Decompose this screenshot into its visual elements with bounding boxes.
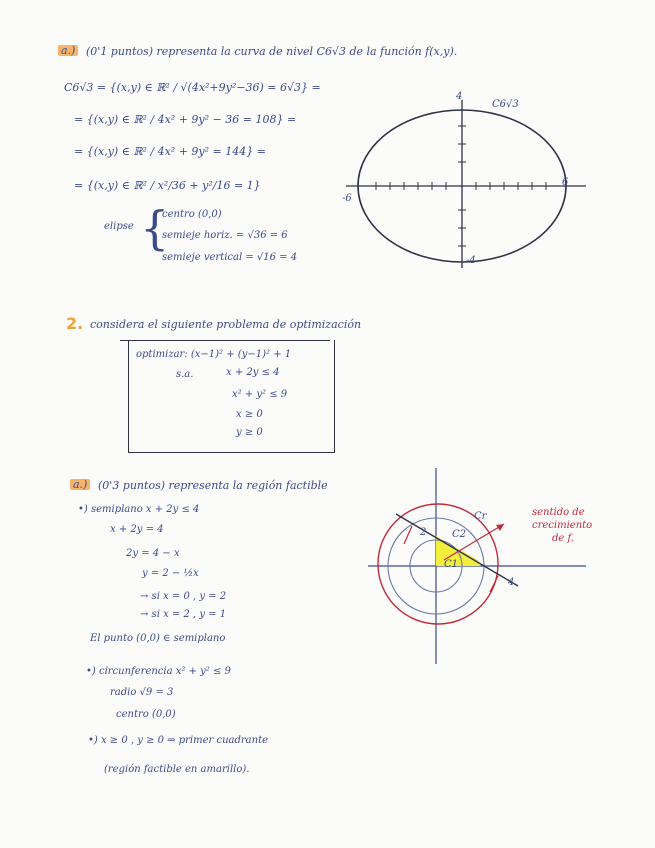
constraint-1: x + 2y ≤ 4: [226, 367, 280, 378]
elipse-word: elipse: [104, 221, 134, 232]
section-1-label: a.): [58, 45, 78, 56]
elipse-brace: {: [140, 201, 170, 255]
curve-label: C6√3: [492, 99, 519, 110]
derivation-line-4: = {(x,y) ∈ ℝ² / x²/36 + y²/16 = 1}: [74, 179, 261, 192]
problem-objective: optimizar: (x−1)² + (y−1)² + 1: [136, 349, 292, 360]
elipse-semi-h: semieje horiz. = √36 = 6: [162, 230, 288, 241]
step-2y: 2y = 4 − x: [126, 548, 180, 559]
section-3-heading: (0'3 puntos) representa la región factible: [98, 479, 328, 492]
step-region-note: (región factible en amarillo).: [104, 764, 250, 775]
section-2-number: 2.: [66, 314, 84, 333]
elipse-semi-v: semieje vertical = √16 = 4: [162, 252, 298, 263]
y-bottom-label: -4: [466, 255, 476, 266]
x-right-label: 6: [562, 177, 569, 188]
step-radius: radio √9 = 3: [110, 687, 174, 698]
step-y: y = 2 − ½x: [142, 568, 199, 579]
ellipse-graph: [336, 92, 596, 272]
step-x2: → si x = 2 , y = 1: [140, 609, 227, 620]
line-hatch-2: [490, 576, 498, 592]
c1-label: C1: [444, 559, 459, 570]
step-center: centro (0,0): [116, 709, 176, 720]
growth-note-3: de f.: [552, 533, 575, 544]
growth-note-2: crecimiento: [532, 520, 593, 531]
derivation-line-2: = {(x,y) ∈ ℝ² / 4x² + 9y² − 36 = 108} =: [74, 113, 297, 126]
section-1-heading: (0'1 puntos) representa la curva de nivel C6√3 de la función f(x,y).: [86, 45, 458, 58]
elipse-center: centro (0,0): [162, 209, 222, 220]
constraint-4: y ≥ 0: [236, 427, 263, 438]
derivation-line-3: = {(x,y) ∈ ℝ² / 4x² + 9y² = 144} =: [74, 145, 266, 158]
step-x0: → si x = 0 , y = 2: [140, 591, 227, 602]
step-circle: •) circunferencia x² + y² ≤ 9: [86, 666, 231, 677]
constraint-2: x² + y² ≤ 9: [232, 389, 288, 400]
derivation-line-1: C6√3 = {(x,y) ∈ ℝ² / √(4x²+9y²−36) = 6√3} =: [64, 81, 321, 94]
x-four-label: 4: [508, 577, 515, 588]
step-origin: El punto (0,0) ∈ semiplano: [90, 633, 226, 644]
problem-st: s.a.: [176, 369, 194, 380]
section-2-heading: considera el siguiente problema de optimización: [90, 318, 362, 331]
y-two-label: 2: [420, 527, 427, 538]
step-line-eq: x + 2y = 4: [110, 524, 164, 535]
cr-label: Cr: [474, 511, 487, 522]
step-quadrant: •) x ≥ 0 , y ≥ 0 ⇒ primer cuadrante: [88, 735, 268, 746]
feasible-region-graph: [368, 464, 598, 670]
c2-label: C2: [452, 529, 467, 540]
section-3-label: a.): [70, 479, 90, 490]
step-semiplano: •) semiplano x + 2y ≤ 4: [78, 504, 200, 515]
constraint-3: x ≥ 0: [236, 409, 263, 420]
x-left-label: -6: [342, 193, 352, 204]
growth-note-1: sentido de: [532, 507, 585, 518]
y-top-label: 4: [456, 91, 463, 102]
